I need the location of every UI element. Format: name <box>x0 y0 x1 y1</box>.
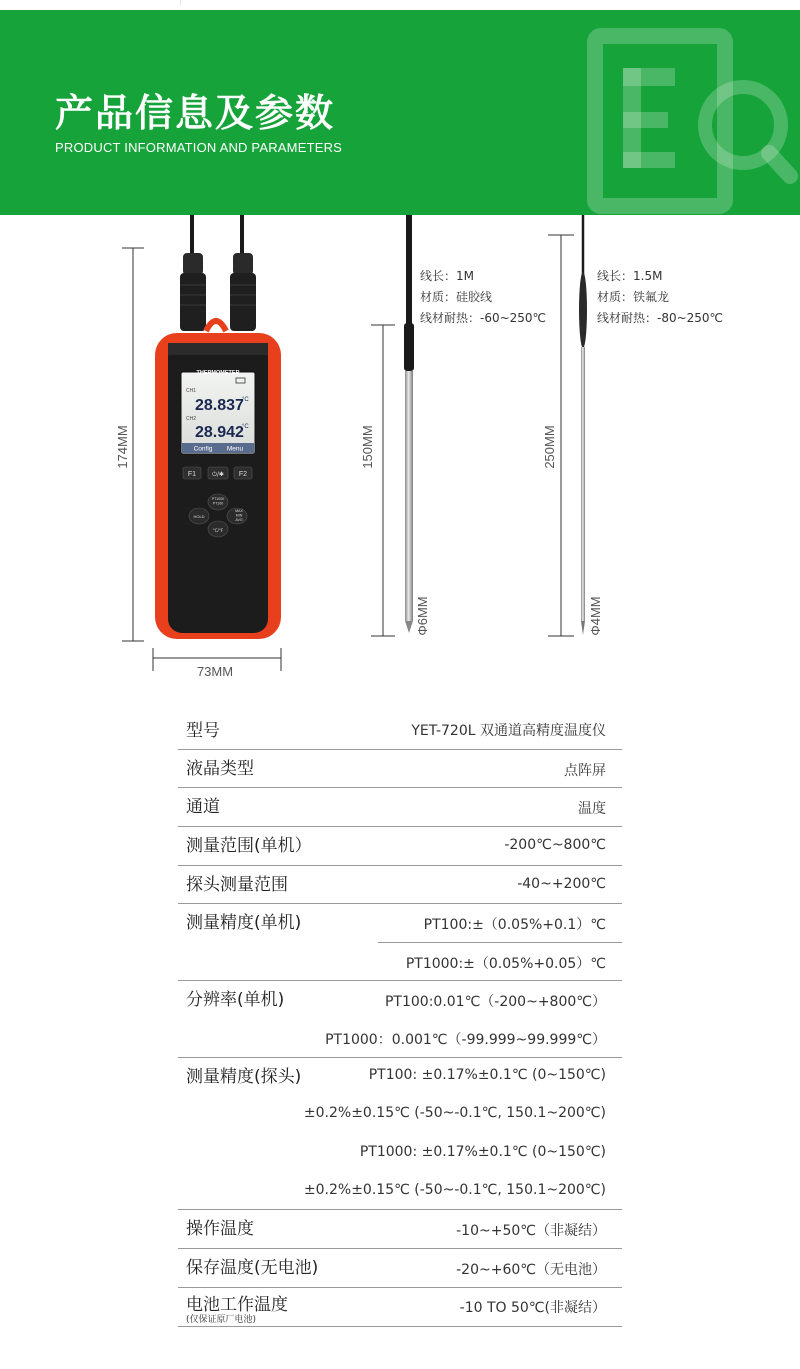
probe1-shaft <box>405 371 413 621</box>
probe1-length-label: 150MM <box>360 425 375 469</box>
param-row-lcd-type <box>178 750 622 788</box>
param-row-storage-temp <box>178 1249 622 1288</box>
probe2-handle <box>579 272 587 348</box>
param-row-resolution <box>178 981 622 1058</box>
param-row-channel <box>178 788 622 827</box>
param-value: -20~+60℃（无电池） <box>456 1262 606 1278</box>
param-label: 保存温度(无电池) <box>186 1258 319 1278</box>
param-row-range-probe <box>178 866 622 904</box>
param-value: PT100:0.01℃（-200~+800℃） <box>384 994 606 1010</box>
param-row-operating-temp <box>178 1210 622 1249</box>
param-value: -10 TO 50℃(非凝结） <box>459 1300 606 1316</box>
param-label: 分辨率(单机) <box>186 990 285 1010</box>
probe1-spec-cable-length: 线长：1M <box>420 269 474 283</box>
screen-ch2-label: CH2 <box>186 416 197 422</box>
probe2-spec-heat-resistance: 线材耐热：-80~250℃ <box>597 311 724 325</box>
f2-button-label: F2 <box>238 471 248 478</box>
hold-button-label: HOLD <box>193 514 205 519</box>
device-width-label: 73MM <box>196 664 234 679</box>
power-button-label: ⏻/✱ <box>212 471 224 478</box>
param-value: -40~+200℃ <box>517 876 606 892</box>
param-row-range-unit <box>178 827 622 866</box>
device-height-label: 174MM <box>115 425 130 469</box>
row-inner-divider <box>378 942 622 943</box>
probe1-spec-heat-resistance: 线材耐热：-60~250℃ <box>420 311 547 325</box>
probe1-diameter-label: Φ6MM <box>415 596 430 636</box>
parameter-table <box>178 712 622 1327</box>
param-label: 通道 <box>186 797 220 817</box>
product-diagram <box>0 215 800 695</box>
param-value: PT1000：0.001℃（-99.999~99.999℃） <box>325 1032 606 1048</box>
probe2-shaft <box>581 347 585 621</box>
probe1-specs <box>420 266 546 329</box>
param-label: 型号 <box>186 721 220 741</box>
device-plug-right <box>233 253 253 275</box>
probe1-length-dimension <box>371 325 395 636</box>
softkey-config: Config <box>193 445 213 453</box>
param-value: PT1000: ±0.17%±0.1℃ (0~150℃) <box>359 1144 606 1160</box>
param-label: 操作温度 <box>186 1219 254 1239</box>
top-strip <box>0 0 800 10</box>
param-row-model <box>178 712 622 750</box>
probe1-spec-material: 材质：硅胶线 <box>420 290 493 304</box>
param-value: -200℃~800℃ <box>504 837 606 853</box>
param-value: 点阵屏 <box>564 763 606 779</box>
param-row-accuracy-probe <box>178 1058 622 1210</box>
up-button-label-2: PT100 <box>212 501 224 506</box>
screen-ch1-unit: °C <box>242 397 249 403</box>
param-value: ±0.2%±0.15℃ (-50~-0.1℃, 150.1~200℃) <box>303 1105 606 1121</box>
page-title: 产品信息及参数 <box>55 91 336 135</box>
down-button-label: °C/°F <box>212 528 224 533</box>
param-row-accuracy-unit <box>178 904 622 981</box>
param-label: 测量精度(探头) <box>186 1067 302 1087</box>
param-value: PT100:±（0.05%+0.1）℃ <box>423 917 606 933</box>
param-label-note: (仅保证原厂电池) <box>186 1315 257 1325</box>
param-value: -10~+50℃（非凝结） <box>456 1223 606 1239</box>
param-label: 探头测量范围 <box>186 875 288 895</box>
probe1-handle <box>404 323 414 371</box>
right-button-label-3: AVG <box>235 518 243 522</box>
param-label: 测量范围(单机） <box>186 836 312 856</box>
header-banner <box>0 10 800 215</box>
screen-ch1-label: CH1 <box>186 388 197 394</box>
screen-ch1-value: 28.837 <box>195 397 244 414</box>
param-value: YET-720L 双通道高精度温度仪 <box>411 723 606 739</box>
probe2-spec-cable-length: 线长：1.5M <box>597 269 663 283</box>
param-label: 电池工作温度 <box>186 1295 288 1315</box>
row-divider <box>178 1326 622 1327</box>
device-plug-left <box>183 253 203 275</box>
param-value: ±0.2%±0.15℃ (-50~-0.1℃, 150.1~200℃) <box>303 1182 606 1198</box>
param-value: PT1000:±（0.05%+0.05）℃ <box>405 956 606 972</box>
probe2-specs <box>597 266 723 329</box>
right-button-label-2: MIN <box>235 513 243 518</box>
probe2-spec-material: 材质：铁氟龙 <box>597 290 670 304</box>
param-label: 液晶类型 <box>186 759 254 779</box>
screen-ch2-unit: °C <box>242 424 249 430</box>
document-search-icon <box>585 20 800 215</box>
param-value: 温度 <box>578 801 606 817</box>
param-value: PT100: ±0.17%±0.1℃ (0~150℃) <box>368 1067 606 1083</box>
param-row-battery-temp <box>178 1288 622 1327</box>
probe2-diameter-label: Φ4MM <box>588 596 603 636</box>
f1-button-label: F1 <box>187 471 197 478</box>
right-button-label-1: MAX <box>235 509 243 513</box>
probe2-length-label: 250MM <box>542 425 557 469</box>
screen-brand: THERMOMETER <box>196 370 240 376</box>
softkey-menu: Menu <box>226 445 244 453</box>
screen-ch2-value: 28.942 <box>195 424 244 441</box>
device-lanyard-loop <box>206 321 226 331</box>
strip-divider <box>180 0 181 6</box>
up-button-label-1: PT1000 <box>211 497 225 501</box>
page-subtitle: PRODUCT INFORMATION AND PARAMETERS <box>55 140 343 155</box>
param-label: 测量精度(单机) <box>186 913 302 933</box>
